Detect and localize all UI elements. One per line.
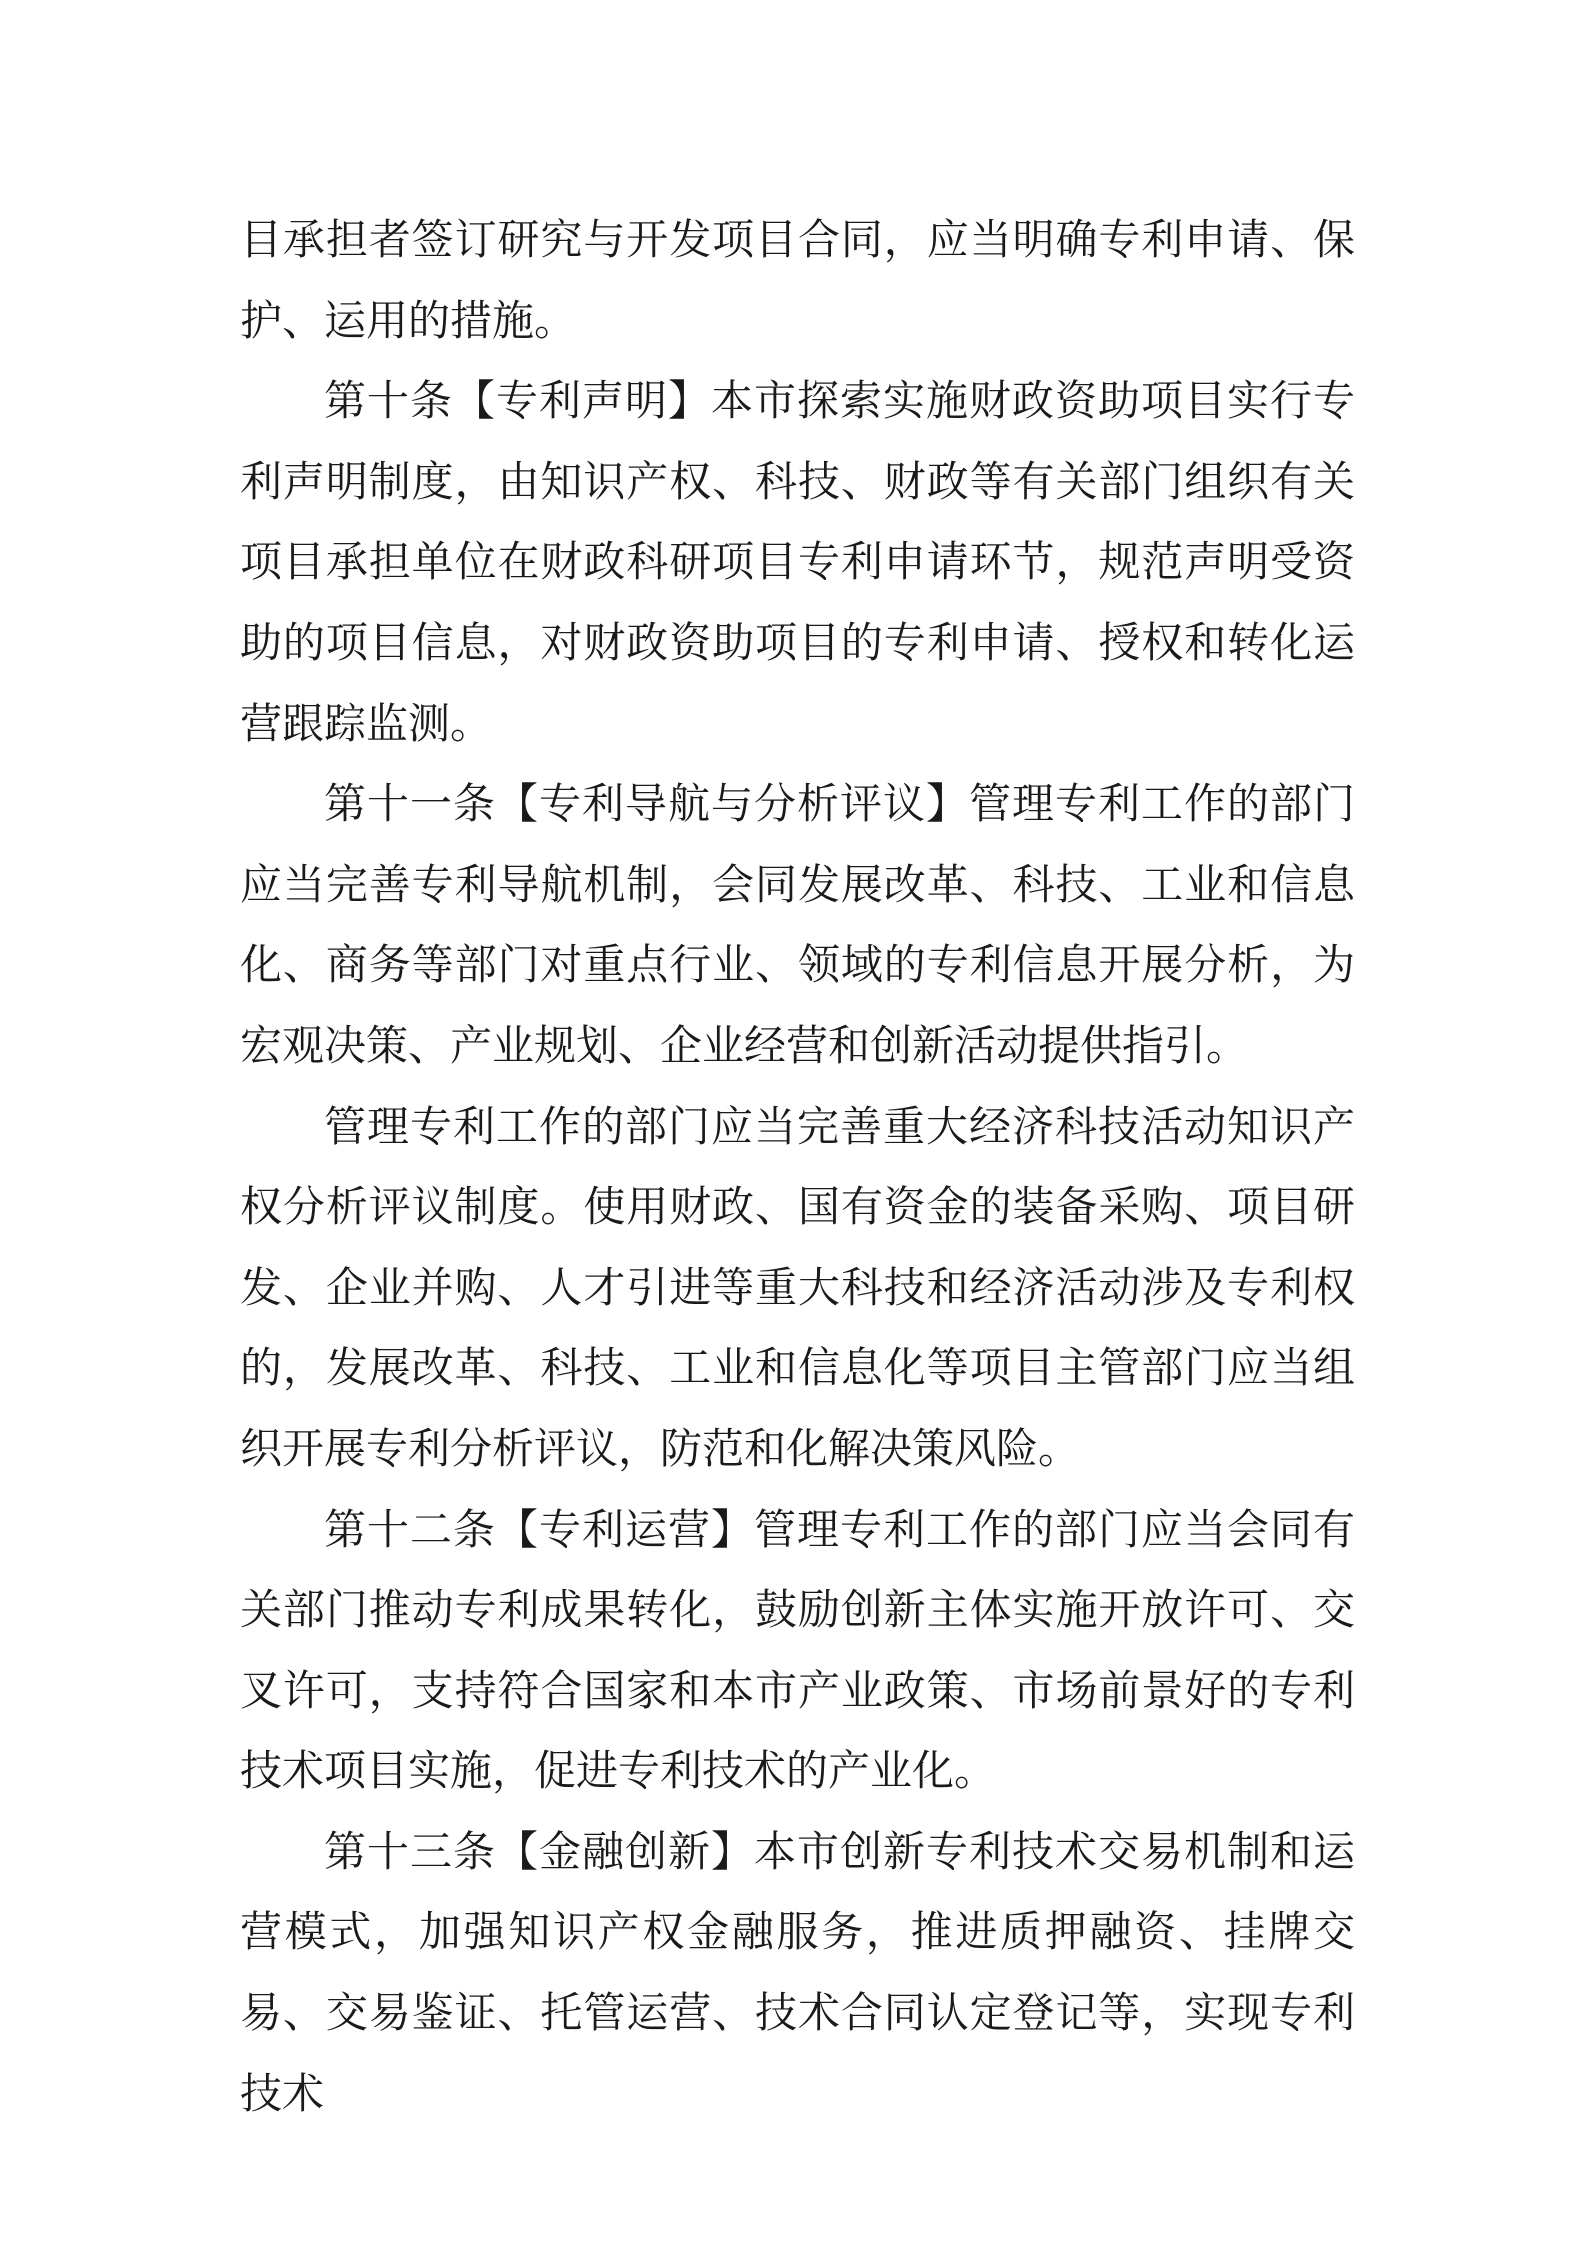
article-11-second-paragraph: 管理专利工作的部门应当完善重大经济科技活动知识产权分析评议制度。使用财政、国有资金的装备采购、项目研发、企业并购、人才引进等重大科技和经济活动涉及专利权的，发展改革、科技、工业和信息化等项目主管部门应当组织开展专利分析评议，防范和化解决策风险。 <box>240 1101 1355 1473</box>
article-11-paragraph: 第十一条【专利导航与分析评议】管理专利工作的部门应当完善专利导航机制，会同发展改革、科技、工业和信息化、商务等部门对重点行业、领域的专利信息开展分析，为宏观决策、产业规划、企业经营和创新活动提供指引。 <box>240 779 1355 1070</box>
article-10-paragraph: 第十条【专利声明】本市探索实施财政资助项目实行专利声明制度，由知识产权、科技、财政等有关部门组织有关项目承担单位在财政科研项目专利申请环节，规范声明受资助的项目信息，对财政资助项目的专利申请、授权和转化运营跟踪监测。 <box>240 376 1355 748</box>
article-13-paragraph: 第十三条【金融创新】本市创新专利技术交易机制和运营模式，加强知识产权金融服务，推进质押融资、挂牌交易、交易鉴证、托管运营、技术合同认定登记等，实现专利技术 <box>240 1826 1355 2118</box>
document-body <box>240 200 1355 2134</box>
article-12-paragraph: 第十二条【专利运营】管理专利工作的部门应当会同有关部门推动专利成果转化，鼓励创新主体实施开放许可、交叉许可，支持符合国家和本市产业政策、市场前景好的专利技术项目实施，促进专利技术的产业化。 <box>240 1504 1355 1796</box>
paragraph-continuation: 目承担者签订研究与开发项目合同，应当明确专利申请、保护、运用的措施。 <box>240 215 1355 345</box>
